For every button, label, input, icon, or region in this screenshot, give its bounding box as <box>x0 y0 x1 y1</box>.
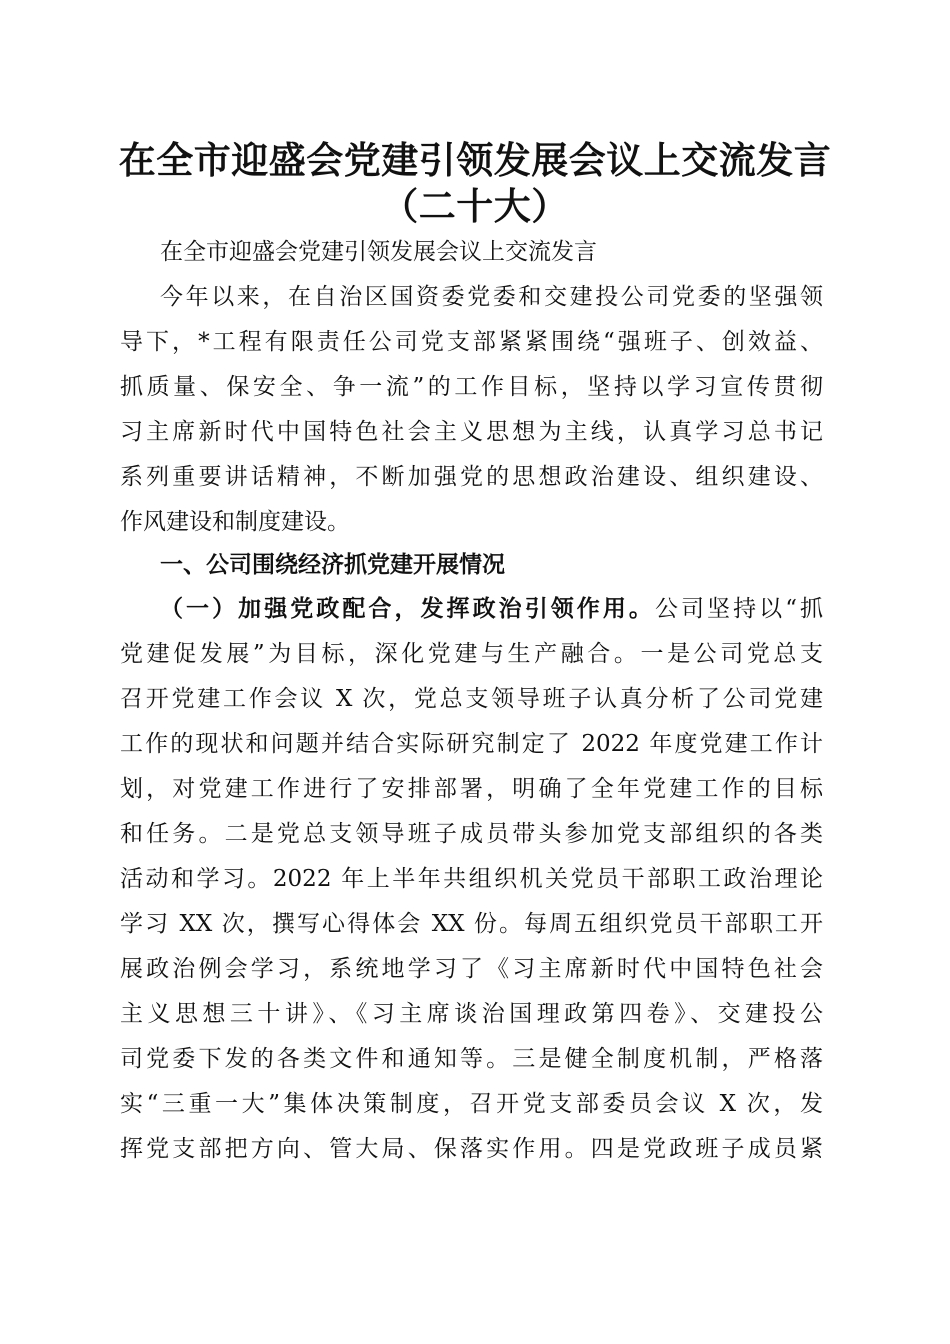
paragraph-line: 挥党支部把方向、管大局、保落实作用。四是党政班子成员紧 <box>120 1136 823 1162</box>
paragraph-line: 主义思想三十讲》、《习主席谈治国理政第四卷》、交建投公 <box>120 1001 823 1027</box>
paragraph-line: 划，对党建工作进行了安排部署，明确了全年党建工作的目标 <box>120 776 823 802</box>
paragraph-line-rest: 公司坚持以“抓 <box>654 596 823 622</box>
paragraph-line: 活动和学习。2022 年上半年共组织机关党员干部职工政治理论 <box>120 866 823 892</box>
paragraph-line: 作风建设和制度建设。 <box>120 509 350 535</box>
paragraph-line: 系列重要讲话精神，不断加强党的思想政治建设、组织建设、 <box>120 464 823 490</box>
paragraph-line-first <box>120 587 823 632</box>
paragraph-line: 党建促发展”为目标，深化党建与生产融合。一是公司党总支 <box>120 641 823 667</box>
paragraph-line: 召开党建工作会议 X 次，党总支领导班子认真分析了公司党建 <box>120 686 823 712</box>
paragraph-line: 导下，*工程有限责任公司党支部紧紧围绕“强班子、创效益、 <box>120 329 823 355</box>
paragraph-lead: （一）加强党政配合，发挥政治引领作用。 <box>160 596 655 622</box>
paragraph-line: 今年以来，在自治区国资委党委和交建投公司党委的坚强领 <box>160 284 823 310</box>
subtitle-text: 在全市迎盛会党建引领发展会议上交流发言 <box>160 239 597 265</box>
document-title-line2: （二十大） <box>381 185 569 228</box>
paragraph-line: 和任务。二是党总支领导班子成员带头参加党支部组织的各类 <box>120 821 823 847</box>
document-subtitle <box>120 230 823 275</box>
paragraph-line: 实“三重一大”集体决策制度，召开党支部委员会议 X 次，发 <box>120 1091 823 1117</box>
document-title-line1: 在全市迎盛会党建引领发展会议上交流发言 <box>118 139 832 182</box>
paragraph-line: 学习 XX 次，撰写心得体会 XX 份。每周五组织党员干部职工开 <box>120 911 823 937</box>
paragraph-line: 展政治例会学习，系统地学习了《习主席新时代中国特色社会 <box>120 956 823 982</box>
paragraph-line: 司党委下发的各类文件和通知等。三是健全制度机制，严格落 <box>120 1046 823 1072</box>
paragraph-line: 抓质量、保安全、争一流”的工作目标，坚持以学习宣传贯彻 <box>120 374 823 400</box>
paragraph-line: 习主席新时代中国特色社会主义思想为主线，认真学习总书记 <box>120 419 823 445</box>
paragraph-1 <box>120 275 823 545</box>
paragraph-line: 工作的现状和问题并结合实际研究制定了 2022 年度党建工作计 <box>120 731 823 757</box>
section-heading-1: 一、公司围绕经济抓党建开展情况 <box>160 552 505 578</box>
paragraph-2 <box>120 587 823 1172</box>
